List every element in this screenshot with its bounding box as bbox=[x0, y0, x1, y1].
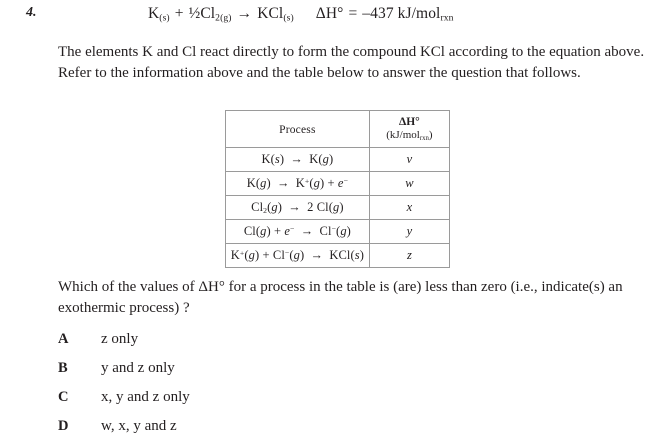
chemical-equation bbox=[148, 5, 454, 23]
thermochemical-data-table bbox=[225, 110, 450, 268]
header-process: Process bbox=[226, 111, 370, 148]
answer-option-d[interactable] bbox=[58, 412, 618, 441]
equation-chlorine-state: (g) bbox=[220, 12, 232, 24]
process-cell: Cl(g) + e− → Cl−(g) bbox=[226, 220, 370, 244]
option-text: w, x, y and z bbox=[101, 418, 177, 434]
header-enthalpy bbox=[369, 111, 449, 148]
header-enthalpy-units: (kJ/mol$_{rxn}$) bbox=[386, 129, 433, 143]
equation-reactant-potassium-state: (s) bbox=[159, 12, 170, 24]
equation-plus-sign: + bbox=[174, 5, 184, 22]
process-cell: K(s) → K(g) bbox=[226, 148, 370, 172]
answer-option-c[interactable] bbox=[58, 383, 618, 412]
reaction-arrow-icon: → bbox=[236, 5, 253, 22]
option-text: z only bbox=[101, 331, 139, 347]
value-cell: v bbox=[369, 148, 449, 172]
equation-reactant-potassium: K bbox=[148, 5, 160, 22]
option-letter: A bbox=[58, 331, 69, 347]
equation-product-state: (s) bbox=[283, 12, 294, 24]
question-number: 4. bbox=[26, 5, 37, 20]
equation-chlorine-coefficient: ½ bbox=[188, 5, 201, 22]
value-cell: y bbox=[369, 220, 449, 244]
answer-option-b[interactable] bbox=[58, 354, 618, 383]
process-cell: K+(g) + Cl−(g) → KCl(s) bbox=[226, 244, 370, 268]
table-body bbox=[226, 148, 450, 268]
equation-chlorine-subscript: 2 bbox=[215, 12, 221, 24]
header-units-subscript: rxn bbox=[419, 135, 429, 143]
table-row bbox=[226, 148, 450, 172]
option-text: y and z only bbox=[101, 360, 175, 376]
table-row bbox=[226, 220, 450, 244]
equation-product-kcl: KCl bbox=[257, 5, 284, 22]
answer-options-list bbox=[58, 325, 618, 441]
option-text: x, y and z only bbox=[101, 389, 190, 405]
table-row bbox=[226, 196, 450, 220]
table-header-row bbox=[226, 111, 450, 148]
table-row bbox=[226, 172, 450, 196]
process-cell: K(g) → K+(g) + e− bbox=[226, 172, 370, 196]
option-letter: C bbox=[58, 389, 69, 405]
table-row bbox=[226, 244, 450, 268]
enthalpy-value: –437 kJ/mol bbox=[362, 5, 441, 22]
process-cell: $Cl_2(g) \to 2$ Cl(g) bbox=[226, 196, 370, 220]
enthalpy-label: ΔH° bbox=[315, 5, 344, 22]
answer-option-a[interactable] bbox=[58, 325, 618, 354]
value-cell: x bbox=[369, 196, 449, 220]
value-cell: z bbox=[369, 244, 449, 268]
header-enthalpy-symbol: ΔH° bbox=[399, 116, 420, 129]
question-stem: Which of the values of ΔH° for a process in the table is (are) less than zero (i.e., indicate(s) an exothermic process) ? bbox=[58, 279, 623, 317]
enthalpy-value-subscript: rxn bbox=[440, 12, 454, 24]
equation-reactant-chlorine: Cl bbox=[200, 5, 216, 22]
option-letter: B bbox=[58, 360, 68, 376]
option-letter: D bbox=[58, 418, 69, 434]
value-cell: w bbox=[369, 172, 449, 196]
passage-text: The elements K and Cl react directly to form the compound KCl according to the equation above. Refer to the information above and the table below to answer the question that follows. bbox=[58, 44, 645, 82]
equation-equals-sign: = bbox=[348, 5, 358, 22]
